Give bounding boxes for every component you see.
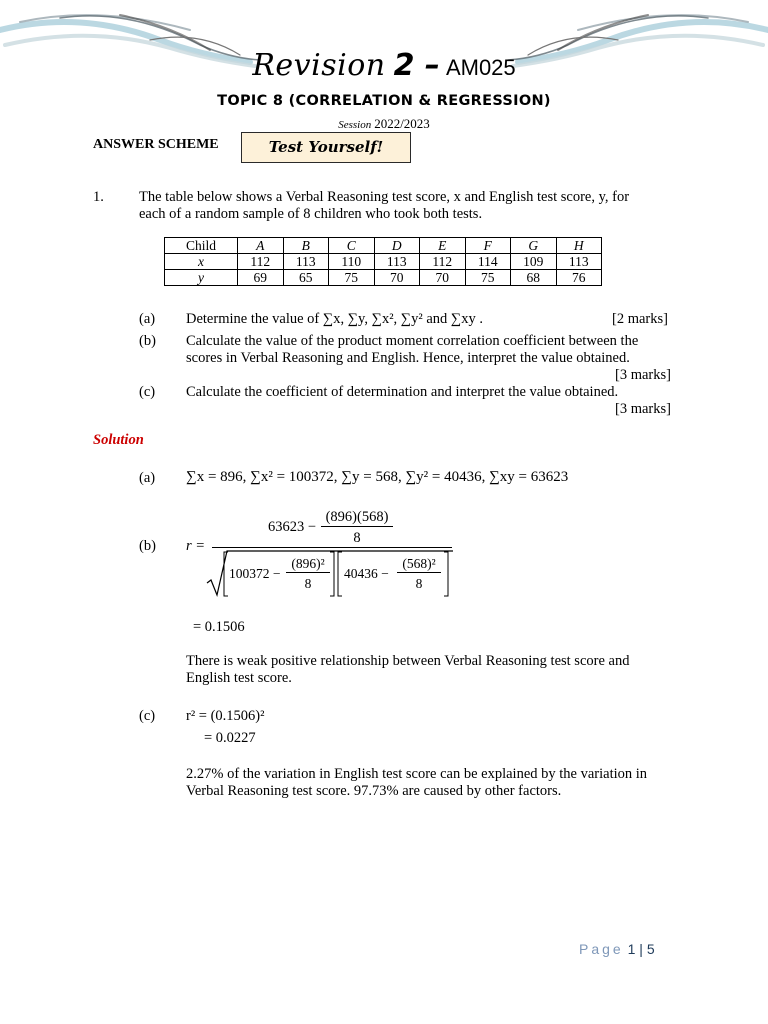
solution-heading: Solution <box>93 432 144 448</box>
table-cell: 109 <box>511 254 557 270</box>
numerator-left: 63623 − <box>268 519 317 535</box>
title-number: 2 – <box>393 48 440 83</box>
denominator-a-bottom: 8 <box>304 576 312 591</box>
table-cell: C <box>329 238 375 254</box>
solution-a-answer: ∑x = 896, ∑x² = 100372, ∑y = 568, ∑y² = 40436, ∑xy = 63623 <box>186 469 569 485</box>
numerator-frac-bottom: 8 <box>353 530 361 546</box>
table-cell: 112 <box>238 254 284 270</box>
r-squared-line: r² = (0.1506)² <box>186 708 265 724</box>
r-value: = 0.1506 <box>193 619 245 635</box>
title-code: AM025 <box>445 55 516 80</box>
table-cell: A <box>238 238 284 254</box>
table-cell: F <box>465 238 511 254</box>
table-cell: 70 <box>420 270 466 286</box>
table-cell: 113 <box>374 254 420 270</box>
denominator-b-left: 40436 − <box>344 566 389 581</box>
r-squared-value: = 0.0227 <box>204 730 256 746</box>
data-table <box>164 237 602 286</box>
part-c-label: (c) <box>139 384 156 400</box>
numerator-frac-top: (896)(568) <box>321 509 393 527</box>
table-cell: G <box>511 238 557 254</box>
table-cell: D <box>374 238 420 254</box>
denominator-b-top: (568)² <box>397 555 441 573</box>
table-cell: 113 <box>283 254 329 270</box>
table-cell: y <box>165 270 238 286</box>
table-cell: 65 <box>283 270 329 286</box>
solution-a-label: (a) <box>139 470 156 486</box>
part-a-label: (a) <box>139 311 156 327</box>
part-b-marks: [3 marks] <box>615 367 671 383</box>
table-cell: E <box>420 238 466 254</box>
page-footer <box>579 941 655 957</box>
table-cell: 114 <box>465 254 511 270</box>
table-cell: 68 <box>511 270 557 286</box>
b-interpretation-line1: There is weak positive relationship between Verbal Reasoning test score and <box>186 653 630 669</box>
test-yourself-badge: Test Yourself! <box>241 132 411 163</box>
c-interpretation-line2: Verbal Reasoning test score. 97.73% are caused by other factors. <box>186 783 562 799</box>
table-cell: 112 <box>420 254 466 270</box>
part-b-label: (b) <box>139 333 156 349</box>
table-cell: 69 <box>238 270 284 286</box>
part-b-line2: scores in Verbal Reasoning and English. Hence, interpret the value obtained. <box>186 350 630 366</box>
part-c-line1: Calculate the coefficient of determination and interpret the value obtained. <box>186 384 619 400</box>
table-cell: 75 <box>465 270 511 286</box>
table-cell: B <box>283 238 329 254</box>
question-intro-line2: each of a random sample of 8 children who took both tests. <box>139 206 483 222</box>
part-b-line1: Calculate the value of the product moment correlation coefficient between the <box>186 333 639 349</box>
table-cell: 76 <box>556 270 602 286</box>
table-row-x <box>165 254 602 270</box>
table-cell: x <box>165 254 238 270</box>
r-symbol: r = <box>186 538 206 554</box>
document-title <box>0 48 768 83</box>
question-intro-line1: The table below shows a Verbal Reasoning test score, x and English test score, y, for <box>139 189 630 205</box>
b-interpretation-line2: English test score. <box>186 670 292 686</box>
page-separator: | <box>639 941 643 957</box>
solution-c-label: (c) <box>139 708 156 724</box>
part-c-marks: [3 marks] <box>615 401 671 417</box>
table-row-y <box>165 270 602 286</box>
c-interpretation-line1: 2.27% of the variation in English test score can be explained by the variation in <box>186 766 648 782</box>
topic-heading: TOPIC 8 (CORRELATION & REGRESSION) <box>217 93 551 109</box>
answer-scheme-label: ANSWER SCHEME <box>93 137 219 152</box>
question-number: 1. <box>93 189 104 205</box>
denominator-a-left: 100372 − <box>229 566 281 581</box>
table-cell: 70 <box>374 270 420 286</box>
session-value: 2022/2023 <box>374 116 430 131</box>
title-script: Revision <box>252 48 386 83</box>
denominator-a-top: (896)² <box>286 555 330 573</box>
table-cell: Child <box>165 238 238 254</box>
session-label: Session <box>338 119 372 131</box>
page-total: 5 <box>646 941 655 957</box>
page-word: Page <box>579 941 624 957</box>
solution-b-label: (b) <box>139 538 156 554</box>
table-header-row <box>165 238 602 254</box>
session-line <box>0 116 768 132</box>
part-a-text: Determine the value of ∑x, ∑y, ∑x², ∑y² and ∑xy . <box>186 311 484 327</box>
part-a-marks: [2 marks] <box>612 311 668 327</box>
table-cell: H <box>556 238 602 254</box>
page-number: 1 <box>627 941 636 957</box>
table-cell: 75 <box>329 270 375 286</box>
table-cell: 113 <box>556 254 602 270</box>
denominator-b-bottom: 8 <box>415 576 423 591</box>
table-cell: 110 <box>329 254 375 270</box>
